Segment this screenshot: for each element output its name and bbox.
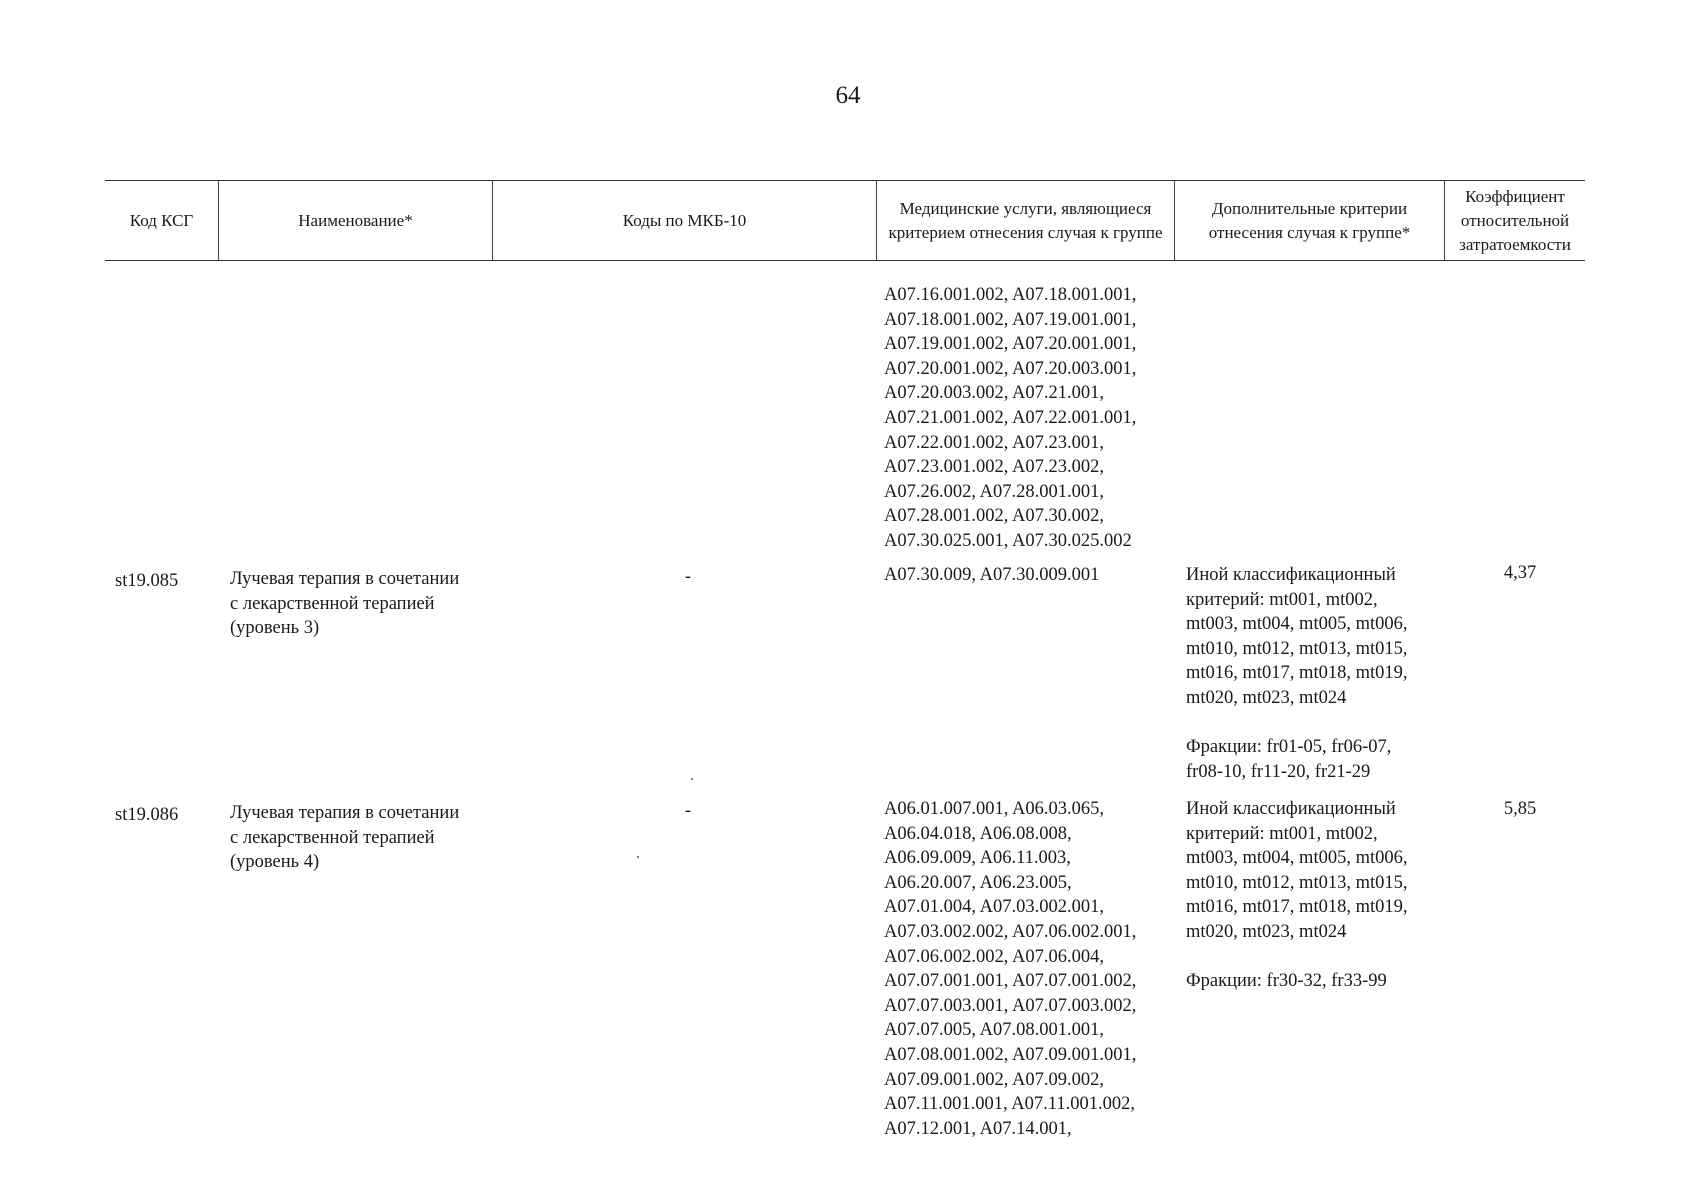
row-medical-services: A06.01.007.001, A06.03.065, A06.04.018, A06.08.008, A06.09.009, A06.11.003, A06.20.007, A06.23.005, A07.01.004, A07.03.002.001, A07.03.002.002, A07.06.002.001, A07.06.002.002, A07.06.004, A07.07.001.001, A07.07.001.002, A07.07.003.001, A07.07.003.002, A07.07.005, A07.08.001.001, A07.08.001.002, A07.09.001.001, A07.09.001.002, A07.09.002, A07.11.001.001, A07.11.001.002, A07.12.001, A07.14.001,: [884, 799, 1137, 1139]
row-mkb-codes: -: [684, 801, 692, 821]
header-additional-criteria: Дополнительные критерии отнесения случая к группе*: [1175, 181, 1445, 260]
header-ksg-code: Код КСГ: [105, 181, 219, 260]
row-additional-criteria: Иной классификационный критерий: mt001, mt002, mt003, mt004, mt005, mt006, mt010, mt012, mt013, mt015, mt016, mt017, mt018, mt019, mt020, mt023, mt024 Фракции: fr30-32, fr33-99: [1186, 799, 1408, 992]
row-name: Лучевая терапия в сочетании с лекарственной терапией (уровень 4): [230, 803, 460, 873]
continued-row-services: A07.16.001.002, A07.18.001.001, A07.18.001.002, A07.19.001.001, A07.19.001.002, A07.20.001.001, A07.20.001.002, A07.20.003.001, A07.20.003.002, A07.21.001, A07.21.001.002, A07.22.001.001, A07.22.001.002, A07.23.001, A07.23.001.002, A07.23.002, A07.26.002, A07.28.001.001, A07.28.001.002, A07.30.002, A07.30.025.001, A07.30.025.002: [884, 285, 1137, 551]
page-number: 64: [835, 82, 861, 109]
table-header: [105, 180, 1585, 261]
header-mkb-codes: Коды по МКБ-10: [493, 181, 877, 260]
scan-speck: [691, 778, 693, 780]
row-ksg-code: st19.086: [115, 805, 179, 825]
header-cost-coefficient: Коэффициент относительной затратоемкости: [1459, 186, 1571, 254]
row-mkb-codes: -: [684, 567, 692, 587]
row-cost-coefficient: 4,37: [1503, 563, 1537, 583]
header-name: Наименование*: [219, 181, 493, 260]
row-additional-criteria: Иной классификационный критерий: mt001, mt002, mt003, mt004, mt005, mt006, mt010, mt012, mt013, mt015, mt016, mt017, mt018, mt019, mt020, mt023, mt024 Фракции: fr01-05, fr06-07, fr08-10, fr11-20, fr21-29: [1186, 565, 1408, 782]
row-cost-coefficient: 5,85: [1503, 799, 1537, 819]
row-name: Лучевая терапия в сочетании с лекарственной терапией (уровень 3): [230, 569, 460, 639]
header-medical-services: Медицинские услуги, являющиеся критерием отнесения случая к группе: [877, 181, 1175, 260]
row-ksg-code: st19.085: [115, 571, 179, 591]
row-medical-services: A07.30.009, A07.30.009.001: [884, 565, 1100, 585]
scan-speck: [637, 856, 639, 858]
